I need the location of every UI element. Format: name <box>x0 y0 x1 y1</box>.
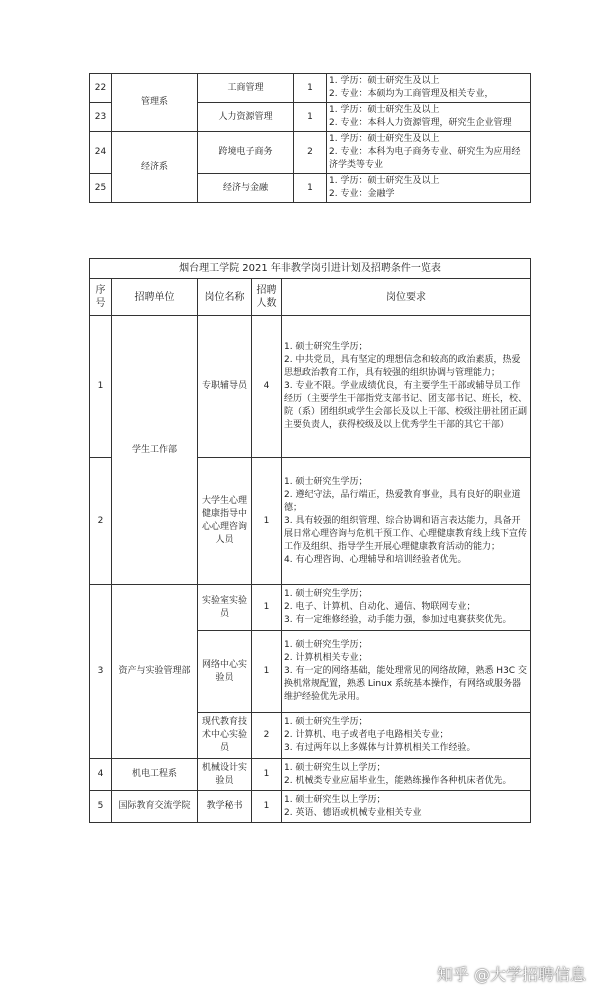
requirement-line: 1. 硕士研究生学历； <box>284 476 368 487</box>
requirement-line: 1. 学历：硕士研究生及以上 <box>329 176 440 186</box>
post-name: 实验室实验员 <box>198 585 252 631</box>
hiring-count: 1 <box>252 458 282 585</box>
requirements <box>282 631 531 713</box>
requirement-line: 1. 学历：硕士研究生及以上 <box>329 134 440 144</box>
hiring-count: 1 <box>252 585 282 631</box>
post-name: 大学生心理健康指导中心心理咨询人员 <box>198 458 252 585</box>
requirement-line: 2. 专业：本科人力资源管理，研究生企业管理 <box>329 118 512 128</box>
post-name: 机械设计实验员 <box>198 759 252 791</box>
requirement-line: 1. 硕士研究生以上学历； <box>284 794 386 805</box>
hiring-count: 1 <box>252 759 282 791</box>
hiring-count: 2 <box>294 132 327 174</box>
post-name: 经济与金融 <box>198 174 294 203</box>
requirements <box>327 132 531 174</box>
hiring-count: 1 <box>294 174 327 203</box>
post-name: 专职辅导员 <box>198 316 252 458</box>
requirement-line: 1. 硕士研究生学历； <box>284 717 368 727</box>
requirement-line: 2. 计算机相关专业； <box>284 653 368 663</box>
requirement-line: 1. 学历：硕士研究生及以上 <box>329 105 440 115</box>
requirement-line: 3. 有一定维修经验，动手能力强，参加过电赛获奖优先。 <box>284 615 512 625</box>
requirement-line: 1. 硕士研究生学历； <box>284 589 368 599</box>
table-row <box>90 791 531 823</box>
requirements <box>282 791 531 823</box>
requirements <box>282 713 531 759</box>
row-number: 3 <box>90 585 112 759</box>
watermark: 知乎 @大学招聘信息 <box>436 965 586 984</box>
row-number: 24 <box>90 132 112 174</box>
requirement-line: 4. 有心理咨询、心理辅导和培训经验者优先。 <box>284 554 467 565</box>
post-name: 跨境电子商务 <box>198 132 294 174</box>
requirement-line: 3. 专业不限。学业成绩优良，有主要学生干部或辅导员工作经历（主要学生干部指党支部书记、团支部书记、班长，校、院（系）团组织或学生会部长及以上干部、校级注册社团正副主要负责人，获得校级及以上优秀学生干部的其它干部） <box>284 381 528 430</box>
requirements <box>327 103 531 132</box>
non-teaching-positions-table <box>89 258 531 823</box>
department-cell: 管理系 <box>112 74 198 132</box>
hiring-count: 1 <box>294 103 327 132</box>
hiring-count: 4 <box>252 316 282 458</box>
table-row <box>90 759 531 791</box>
requirement-line: 1. 学历：硕士研究生及以上 <box>329 76 440 86</box>
requirement-line: 2. 电子、计算机、自动化、通信、物联网专业； <box>284 602 476 612</box>
requirement-line: 2. 专业：金融学 <box>329 189 395 199</box>
header-requirements: 岗位要求 <box>282 279 531 316</box>
unit-cell: 国际教育交流学院 <box>112 791 198 823</box>
hiring-count: 1 <box>252 631 282 713</box>
hiring-count: 1 <box>294 74 327 103</box>
requirements <box>282 458 531 585</box>
header-unit: 招聘单位 <box>112 279 198 316</box>
header-no: 序号 <box>90 279 112 316</box>
header-post: 岗位名称 <box>198 279 252 316</box>
unit-cell: 资产与实验管理部 <box>112 585 198 759</box>
row-number: 1 <box>90 316 112 458</box>
table-row <box>90 74 531 103</box>
requirement-line: 3. 有一定的网络基础，能处理常见的网络故障，熟悉 H3C 交换机常规配置，熟悉 Linux 系统基本操作，有网络或服务器维护经验优先录用。 <box>284 666 527 702</box>
post-name: 工商管理 <box>198 74 294 103</box>
requirement-line: 1. 硕士研究生学历； <box>284 640 368 650</box>
row-number: 5 <box>90 791 112 823</box>
requirement-line: 2. 专业：本硕均为工商管理及相关专业， <box>329 89 494 99</box>
row-number: 22 <box>90 74 112 103</box>
requirements <box>282 585 531 631</box>
requirement-line: 1. 硕士研究生学历； <box>284 342 368 352</box>
table-title-row <box>90 259 531 279</box>
post-name: 人力资源管理 <box>198 103 294 132</box>
header-count: 招聘人数 <box>252 279 282 316</box>
requirements <box>327 174 531 203</box>
requirements <box>327 74 531 103</box>
requirement-line: 1. 硕士研究生以上学历； <box>284 762 386 773</box>
requirement-line: 3. 具有较强的组织管理、综合协调和语言表达能力，具备开展日常心理咨询与危机干预工作、心理健康教育线上线下宣传工作及组织、指导学生开展心理健康教育活动的能力； <box>284 515 528 552</box>
row-number: 25 <box>90 174 112 203</box>
requirement-line: 2. 机械类专业应届毕业生，能熟练操作各种机床者优先。 <box>284 775 512 786</box>
table-title: 烟台理工学院 2021 年非教学岗引进计划及招聘条件一览表 <box>90 259 531 279</box>
post-name: 教学秘书 <box>198 791 252 823</box>
post-name: 现代教育技术中心实验员 <box>198 713 252 759</box>
post-name: 网络中心实验员 <box>198 631 252 713</box>
row-number: 4 <box>90 759 112 791</box>
unit-cell: 机电工程系 <box>112 759 198 791</box>
row-number: 2 <box>90 458 112 585</box>
positions-table-continued <box>89 73 531 203</box>
row-number: 23 <box>90 103 112 132</box>
unit-cell: 学生工作部 <box>112 316 198 585</box>
requirement-line: 2. 中共党员，具有坚定的理想信念和较高的政治素质，热爱思想政治教育工作，具有较强的组织协调与管理能力； <box>284 355 521 378</box>
requirements <box>282 759 531 791</box>
requirement-line: 2. 英语、德语或机械专业相关专业 <box>284 807 422 818</box>
requirement-line: 3. 有过两年以上多媒体与计算机相关工作经验。 <box>284 743 476 753</box>
table-row <box>90 132 531 174</box>
table-row <box>90 585 531 631</box>
requirement-line: 2. 遵纪守法，品行端正，热爱教育事业，具有良好的职业道德； <box>284 489 521 513</box>
table-row <box>90 316 531 458</box>
hiring-count: 2 <box>252 713 282 759</box>
hiring-count: 1 <box>252 791 282 823</box>
requirements <box>282 316 531 458</box>
requirement-line: 2. 计算机、电子或者电子电路相关专业； <box>284 730 449 740</box>
department-cell: 经济系 <box>112 132 198 203</box>
requirement-line: 2. 专业：本科为电子商务专业、研究生为应用经济学类等专业 <box>329 147 521 170</box>
header-row <box>90 279 531 316</box>
